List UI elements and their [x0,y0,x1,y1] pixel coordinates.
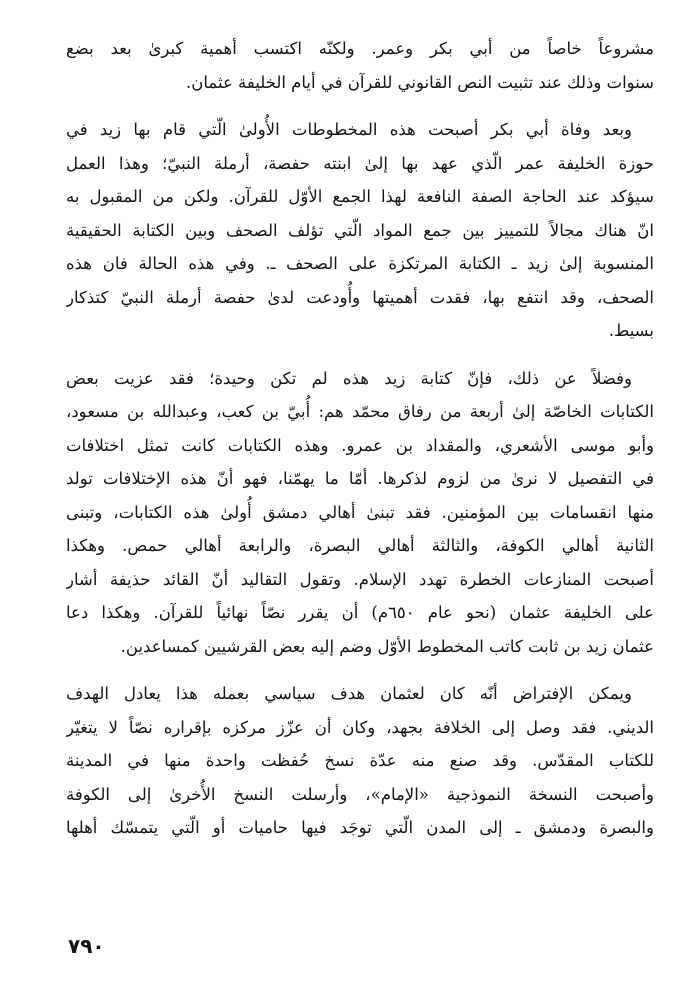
text-line: انّ هناك مجالاً للتمييز بين جمع المواد الّتي تؤلف الصحف وبين الكتابة الحقيقية [66,220,654,240]
book-page [66,32,654,859]
text-line: وأبو موسى الأشعري، والمقداد بن عمرو. وهذه الكتابات كانت تمثل اختلافات [66,435,654,455]
text-line: أصبحت المنازعات الخطرة تهدد الإسلام. وتقول التقاليد أنّ القائد حذيفة أشار [66,569,654,589]
text-line: الصحف، وقد انتفع بها، فقدت أهميتها وأُودعت لدىٰ حفصة أرملة النبيّ كتذكار [66,287,654,307]
text-line: سنوات وذلك عند تثبيت النص القانوني للقرآن في أيام الخليفة عثمان. [186,72,654,92]
text-line: منها انقسامات بين المؤمنين. فقد تبنىٰ أهالي دمشق أُولىٰ هذه الكتابات، وتبنى [66,502,654,522]
text-line: والبصرة ودمشق ـ إلى المدن الّتي توجَد فيها حاميات أو الّتي يتمسّك أهلها [66,818,654,837]
text-line: وبعد وفاة أبي بكر أصبحت هذه المخطوطات الأُولىٰ الّتي قام بها زيد في [66,120,632,139]
text-line: الكتابات الخاصّة إلىٰ أربعة من رفاق محمّد هم: أُبيّ بن كعب، وعبدالله بن مسعود، [66,402,654,421]
text-line: الديني. فقد وصل إلى الخلافة بجهد، وكان أن عزّز مركزه بإقراره نصّاً لا يتغيّر [66,717,654,737]
page-number: ٧٩٠ [68,934,105,958]
text-line: وفضلاً عن ذلك، فإنّ كتابة زيد هذه لم تكن وحيدة؛ فقد عزيت بعض [66,368,632,388]
text-line: مشروعاً خاصاً من أبي بكر وعمر. ولكنّه اكتسب أهمية كبرىٰ بعد بضع [66,39,654,58]
paragraph [66,113,654,348]
text-line: وأصبحت النسخة النموذجية «الإمام»، وأرسلت النسخ الأُخرىٰ إلى الكوفة [66,784,654,804]
text-line: ويمكن الإفتراض أنّه كان لعثمان هدف سياسي بعمله هذا يعادل الهدف [66,684,632,703]
text-line: حوزة الخليفة عمر الّذي عهد بها إلىٰ ابنته حفصة، أرملة النبيّ؛ وهذا العمل [66,153,654,173]
text-line: المنسوبة إلىٰ زيد ـ الكتابة المرتكزة على الصحف ـ. وفي هذه الحالة فان هذه [66,254,654,273]
paragraph [66,677,654,845]
text-line: سيؤكد عند الحاجة الصفة النافعة لهذا الجمع الأوّل للقرآن. ولكن من المقبول به [66,187,654,206]
text-line: الثانية أهالي الكوفة، والثالثة أهالي البصرة، والرابعة أهالي حمص. وهكذا [66,536,654,555]
text-line: على الخليفة عثمان (نحو عام ٦٥٠م) أن يقرر نصّاً نهائياً للقرآن. وهكذا دعا [66,603,654,622]
text-line: بسيط. [608,321,654,340]
paragraph [66,362,654,664]
text-line: في التفصيل لا نرىٰ من لزوم لذكرها. أمّا ما يهمّنا، فهو أنّ هذه الإختلافات تولد [66,469,654,488]
paragraph [66,32,654,99]
text-line: عثمان زيد بن ثابت كاتب المخطوط الأوّل وضم إليه بعض القرشيين كمساعدين. [120,636,654,656]
text-line: للكتاب المقدّس. وقد صنع منه عدّة نسخ حُفظت واحدة منها في المدينة [66,751,654,770]
